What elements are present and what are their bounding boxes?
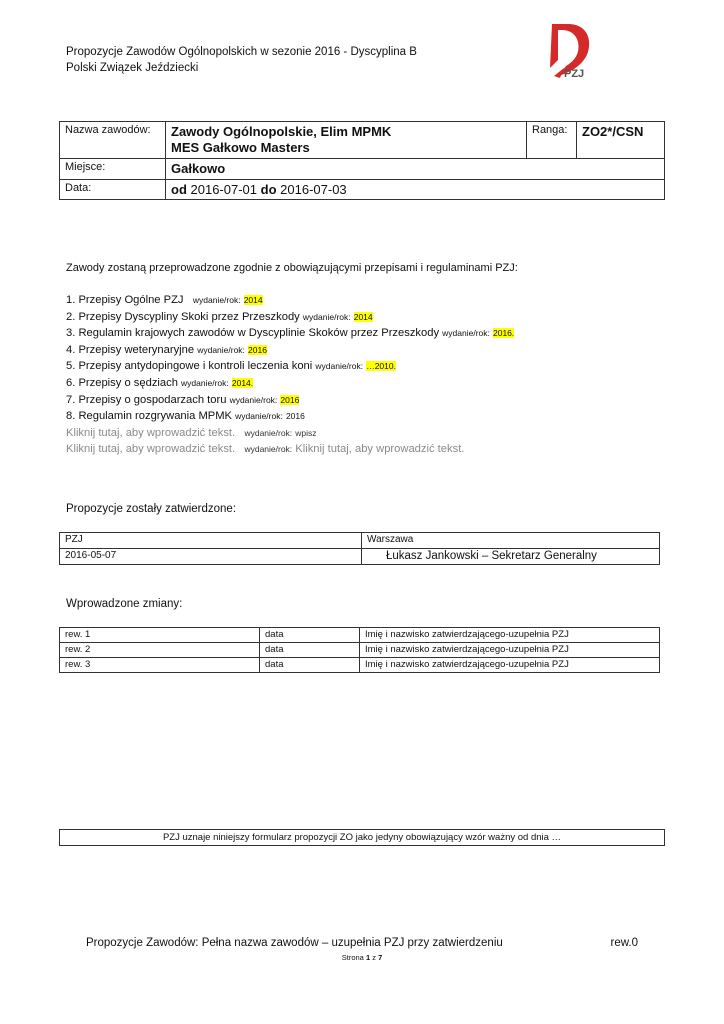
event-info-table — [59, 121, 665, 200]
date-value — [166, 180, 665, 200]
rule-item: 5. Przepisy antydopingowe i kontroli leczenia koni wydanie/rok: …2010. — [66, 360, 396, 373]
event-name — [166, 122, 527, 159]
sig-date: 2016-05-07 — [60, 549, 362, 565]
rule-item: 6. Przepisy o sędziach wydanie/rok: 2014. — [66, 376, 254, 389]
rule-item: 2. Przepisy Dyscypliny Skoki przez Przeszkody wydanie/rok: 2014 — [66, 310, 373, 323]
page-number: Strona 1 z 7 — [341, 953, 383, 962]
rule-item: 7. Przepisy o gospodarzach toru wydanie/rok: 2016 — [66, 393, 300, 406]
rank-value: ZO2*/CSN — [577, 122, 665, 159]
footer-text: Propozycje Zawodów: Pełna nazwa zawodów – uzupełnia PZJ przy zatwierdzeniu — [86, 937, 503, 949]
sig-name: Łukasz Jankowski – Sekretarz Generalny — [362, 549, 660, 565]
header-title: Propozycje Zawodów Ogólnopolskich w sezonie 2016 - Dyscyplina B — [66, 46, 417, 58]
table-row: rew. 1 data Imię i nazwisko zatwierdzającego-uzupełnia PZJ — [60, 628, 660, 643]
rule-item: 1. Przepisy Ogólne PZJ wydanie/rok: 2014 — [66, 294, 263, 306]
document-header — [66, 44, 417, 76]
event-name-line1: Zawody Ogólnopolskie, Elim MPMK — [171, 124, 392, 139]
place-label: Miejsce: — [60, 159, 166, 180]
changes-table — [59, 627, 660, 673]
date-label: Data: — [60, 180, 166, 200]
pzj-logo — [542, 16, 598, 90]
signature-table — [59, 532, 660, 565]
validity-notice: PZJ uznaje niniejszy formularz propozycji ZO jako jedyny obowiązujący wzór ważny od dnia … — [59, 829, 665, 846]
logo-text: PZJ — [564, 68, 585, 80]
changes-title: Wprowadzone zmiany: — [66, 598, 183, 610]
rank-label: Ranga: — [527, 122, 577, 159]
placeholder-item[interactable]: Kliknij tutaj, aby wprowadzić tekst. wydanie/rok: wpisz — [66, 426, 317, 439]
approved-title: Propozycje zostały zatwierdzone: — [66, 503, 237, 515]
rule-item: 8. Regulamin rozgrywania MPMK wydanie/rok: 2016 — [66, 410, 305, 423]
intro-text: Zawody zostaną przeprowadzone zgodnie z obowiązującymi przepisami i regulaminami PZJ: — [66, 262, 518, 274]
footer-rev: rew.0 — [610, 937, 638, 949]
date-to: 2016-07-03 — [280, 182, 347, 197]
event-name-line2: MES Gałkowo Masters — [171, 140, 310, 155]
page-footer — [86, 937, 638, 949]
place-value: Gałkowo — [166, 159, 665, 180]
rules-list — [66, 292, 514, 458]
date-to-word: do — [260, 182, 277, 197]
table-row: rew. 3 data Imię i nazwisko zatwierdzającego-uzupełnia PZJ — [60, 658, 660, 673]
placeholder-item[interactable]: Kliknij tutaj, aby wprowadzić tekst. wydanie/rok: Kliknij tutaj, aby wprowadzić tekst. — [66, 443, 465, 456]
sig-org: PZJ — [60, 533, 362, 549]
header-org: Polski Związek Jeździecki — [66, 62, 199, 74]
rule-item: 4. Przepisy weterynaryjne wydanie/rok: 2016 — [66, 343, 267, 356]
date-from: 2016-07-01 — [190, 182, 258, 197]
sig-city: Warszawa — [362, 533, 660, 549]
date-from-word: od — [171, 182, 187, 197]
table-row: rew. 2 data Imię i nazwisko zatwierdzającego-uzupełnia PZJ — [60, 643, 660, 658]
rule-item: 3. Regulamin krajowych zawodów w Dyscyplinie Skoków przez Przeszkody wydanie/rok: 2016. — [66, 327, 515, 340]
name-label: Nazwa zawodów: — [60, 122, 166, 159]
